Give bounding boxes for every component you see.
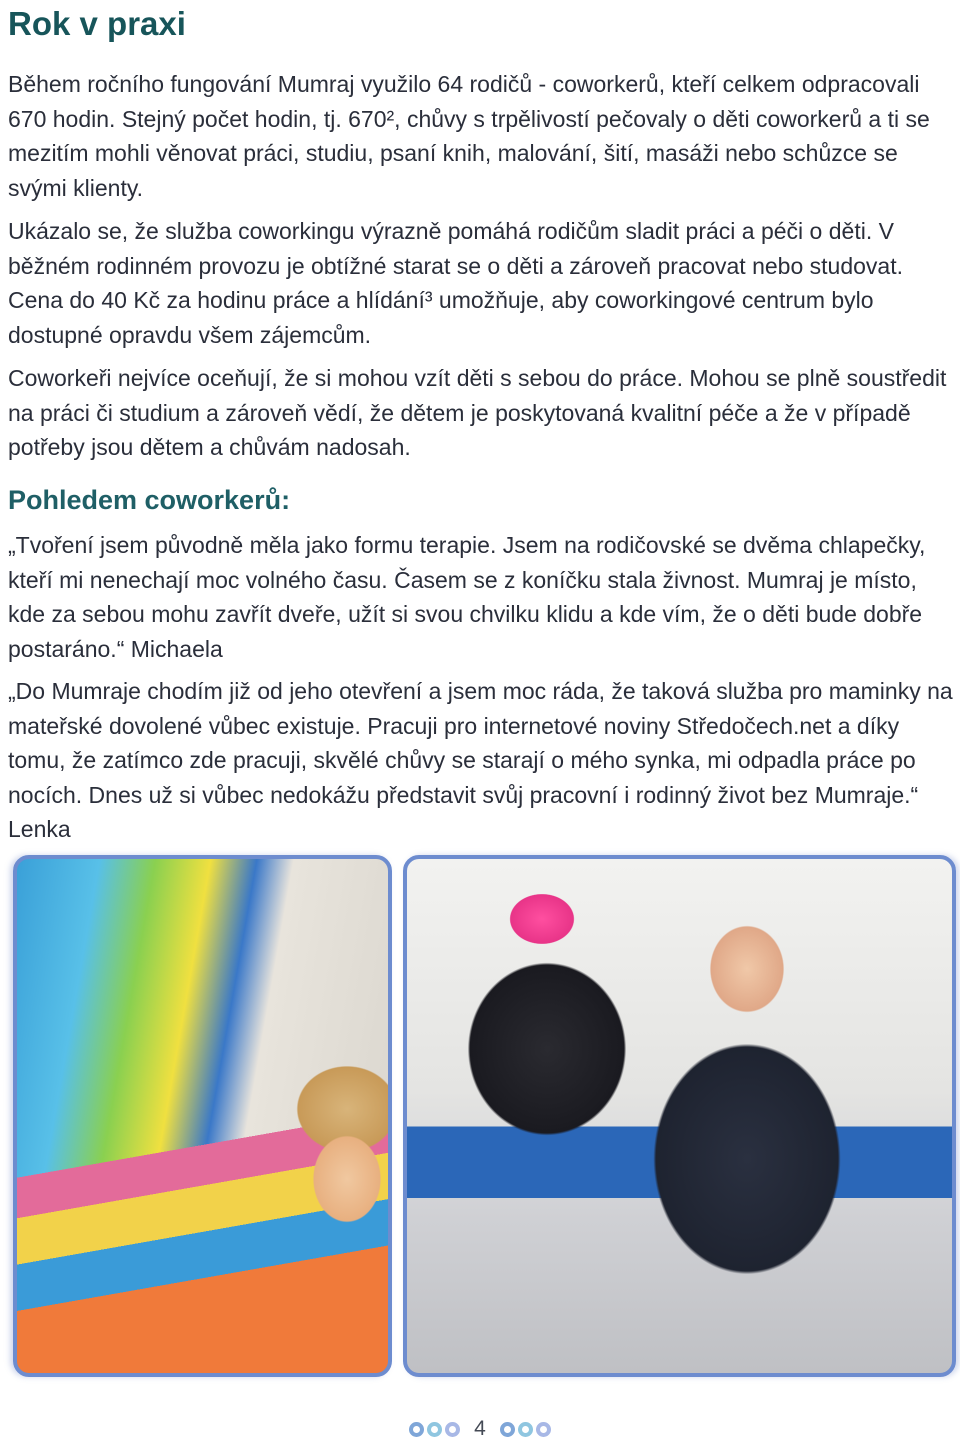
testimonial-michaela: „Tvoření jsem původně měla jako formu terapie. Jsem na rodičovské se dvěma chlapečky, kteří mi nenechají moc volného času. Časem se z koníčku stala živnost. Mumraj je místo, kde za sebou mohu zavřít dveře, užít si svou chvilku klidu a kde vím, že o děti bude dobře postaráno.“ Michaela bbox=[8, 532, 926, 662]
testimonials-heading: Pohledem coworkerů: bbox=[8, 485, 291, 515]
page-number: 4 bbox=[474, 1417, 486, 1440]
page-footer bbox=[0, 1416, 960, 1442]
photo-women-working-laptops bbox=[403, 855, 956, 1377]
photo-woman-painting bbox=[13, 855, 392, 1377]
ring-icon bbox=[409, 1422, 424, 1437]
testimonials-section bbox=[8, 528, 958, 855]
ring-icon bbox=[445, 1422, 460, 1437]
ring-icon bbox=[500, 1422, 515, 1437]
intro-section bbox=[8, 67, 958, 474]
footer-rings-left bbox=[409, 1422, 460, 1437]
ring-icon bbox=[536, 1422, 551, 1437]
footer-rings-right bbox=[500, 1422, 551, 1437]
intro-paragraph-3: Coworkeři nejvíce oceňují, že si mohou vzít děti s sebou do práce. Mohou se plně soustředit na práci či studium a zároveň vědí, že dětem je poskytovaná kvalitní péče a že v případě potřeby jsou dětem a chůvám nadosah. bbox=[8, 365, 947, 460]
page-title: Rok v praxi bbox=[8, 5, 186, 42]
intro-paragraph-2: Ukázalo se, že služba coworkingu výrazně pomáhá rodičům sladit práci a péči o děti. V běžném rodinném provozu je obtížné starat se o děti a zároveň pracovat nebo studovat. Cena do 40 Kč za hodinu práce a hlídání³ umožňuje, aby coworkingové centrum bylo dostupné opravdu všem zájemcům. bbox=[8, 218, 903, 348]
intro-paragraph-1: Během ročního fungování Mumraj využilo 64 rodičů - coworkerů, kteří celkem odpracovali 670 hodin. Stejný počet hodin, tj. 670², chůvy s trpělivostí pečovaly o děti coworkerů a ti se mezitím mohli věnovat práci, studiu, psaní knih, malování, šití, masáži nebo schůzce se svými klienty. bbox=[8, 71, 930, 201]
ring-icon bbox=[518, 1422, 533, 1437]
ring-icon bbox=[427, 1422, 442, 1437]
testimonial-lenka: „Do Mumraje chodím již od jeho otevření a jsem moc ráda, že taková služba pro maminky na mateřské dovolené vůbec existuje. Pracuji pro internetové noviny Středočech.net a díky tomu, že zatímco zde pracuji, skvělé chůvy se starají o mého synka, mi odpadla práce po nocích. Dnes už si vůbec nedokážu představit svůj pracovní i rodinný život bez Mumraje.“ Lenka bbox=[8, 678, 953, 842]
